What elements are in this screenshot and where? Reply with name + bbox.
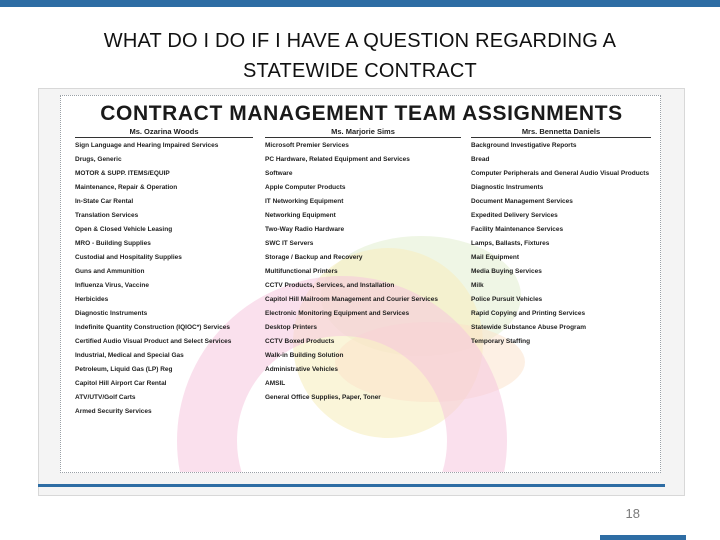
contract-item: Mail Equipment (471, 253, 520, 261)
contract-item: PC Hardware, Related Equipment and Services (265, 155, 410, 163)
contract-item: Guns and Ammunition (75, 267, 145, 275)
contract-item: SWC IT Servers (265, 239, 314, 247)
contract-item: MRO - Building Supplies (75, 239, 151, 247)
contract-item: Diagnostic Instruments (471, 183, 544, 191)
assignment-column (471, 127, 651, 352)
contract-item: Software (265, 169, 293, 177)
contract-item: Two-Way Radio Hardware (265, 225, 345, 233)
contract-list (265, 142, 461, 401)
contract-item: Facility Maintenance Services (471, 225, 564, 233)
bottom-accent-bar (600, 535, 686, 540)
contract-item: CCTV Boxed Products (265, 337, 335, 345)
contract-item: Milk (471, 281, 484, 289)
contract-item: Statewide Substance Abuse Program (471, 323, 586, 331)
contract-item: Multifunctional Printers (265, 267, 338, 275)
page-number: 18 (625, 506, 640, 521)
contract-item: Influenza Virus, Vaccine (75, 281, 149, 289)
top-accent-bar (0, 0, 720, 7)
contract-item: Document Management Services (471, 197, 573, 205)
contract-item: CCTV Products, Services, and Installation (265, 281, 395, 289)
contract-item: Custodial and Hospitality Supplies (75, 253, 182, 261)
contract-item: Networking Equipment (265, 211, 336, 219)
assignment-column (265, 127, 461, 408)
contract-list (75, 142, 253, 415)
contract-item: Apple Computer Products (265, 183, 346, 191)
sheet-title: CONTRACT MANAGEMENT TEAM ASSIGNMENTS (100, 102, 623, 125)
contract-item: Expedited Delivery Services (471, 211, 558, 219)
manager-name: Ms. Ozarina Woods (75, 127, 253, 138)
document-image (38, 88, 685, 496)
contract-item: Desktop Printers (265, 323, 318, 331)
contract-item: Sign Language and Hearing Impaired Services (75, 142, 219, 149)
contract-item: Administrative Vehicles (265, 365, 338, 373)
contract-item: Capitol Hill Airport Car Rental (75, 379, 167, 387)
contract-item: Diagnostic Instruments (75, 309, 148, 317)
slide-title (40, 26, 680, 86)
contract-item: Temporary Staffing (471, 337, 531, 345)
contract-item: Storage / Backup and Recovery (265, 253, 363, 261)
contract-item: Translation Services (75, 211, 139, 219)
contract-item: Herbicides (75, 295, 109, 303)
manager-name: Mrs. Bennetta Daniels (471, 127, 651, 138)
contract-item: Armed Security Services (75, 407, 152, 415)
contract-item: Lamps, Ballasts, Fixtures (471, 239, 550, 247)
contract-item: Walk-in Building Solution (265, 351, 344, 359)
contract-item: Indefinite Quantity Construction (IQIOC*) Services (75, 323, 230, 331)
contract-item: In-State Car Rental (75, 197, 134, 205)
contract-item: Police Pursuit Vehicles (471, 295, 543, 303)
contract-item: Bread (471, 155, 490, 163)
bottom-rule (38, 484, 665, 487)
contract-item: Open & Closed Vehicle Leasing (75, 225, 173, 233)
assignment-sheet (60, 95, 661, 473)
contract-list (471, 142, 651, 345)
contract-item: General Office Supplies, Paper, Toner (265, 393, 381, 401)
slide-title-line-1: WHAT DO I DO IF I HAVE A QUESTION REGARDING A (103, 30, 617, 52)
contract-item: ATV/UTV/Golf Carts (75, 393, 136, 401)
assignment-column (75, 127, 253, 422)
contract-item: Computer Peripherals and General Audio Visual Products (471, 169, 650, 177)
contract-item: Media Buying Services (471, 267, 542, 275)
contract-item: Drugs, Generic (75, 155, 122, 163)
contract-item: Rapid Copying and Printing Services (471, 309, 586, 317)
contract-item: Background Investigative Reports (471, 142, 577, 149)
contract-item: MOTOR & SUPP. ITEMS/EQUIP (75, 169, 170, 177)
contract-item: Capitol Hill Mailroom Management and Courier Services (265, 295, 439, 303)
contract-item: Microsoft Premier Services (265, 142, 349, 149)
contract-item: IT Networking Equipment (265, 197, 344, 205)
slide-title-line-2: STATEWIDE CONTRACT (243, 60, 477, 82)
contract-item: Maintenance, Repair & Operation (75, 183, 178, 191)
contract-item: Electronic Monitoring Equipment and Services (265, 309, 410, 317)
contract-item: Industrial, Medical and Special Gas (75, 351, 184, 359)
contract-item: Petroleum, Liquid Gas (LP) Reg (75, 365, 173, 373)
manager-name: Ms. Marjorie Sims (265, 127, 461, 138)
contract-item: Certified Audio Visual Product and Select Services (75, 337, 232, 345)
contract-item: AMSIL (265, 379, 286, 387)
